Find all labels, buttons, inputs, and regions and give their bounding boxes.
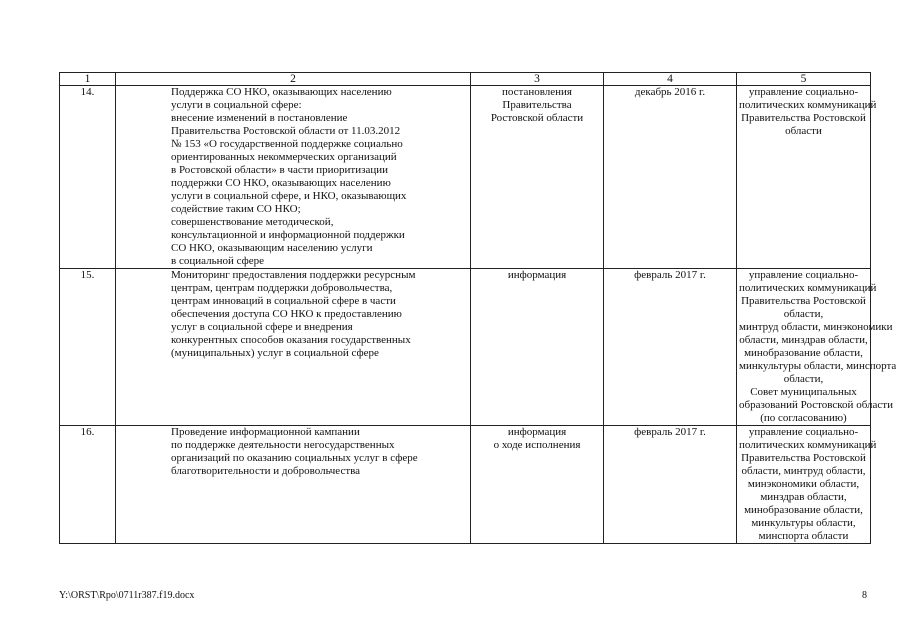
column-number-4: 4 [604,73,737,86]
document-type-line: информация [507,426,567,438]
responsible-executors-line: (по согласованию) [760,412,847,424]
responsible-executors-line: области, минздрав области, [739,334,868,346]
responsible-executors-line: образований Ростовской области [739,399,893,411]
responsible-executors-line: Правительства Ростовской [741,112,866,124]
document-type-line: Правительства [502,99,572,111]
activity-description-line: Поддержка СО НКО, оказывающих населению [171,86,392,98]
responsible-executors-cell [737,86,877,269]
document-type-line: о ходе исполнения [493,439,581,451]
column-number-3: 3 [471,73,604,86]
responsible-executors-cell [737,269,897,426]
activity-description-line: услуги в социальной сфере: [171,99,302,111]
activity-description-line: консультационной и информационной поддержки [171,229,405,241]
deadline-cell [604,86,737,269]
activity-description-line: поддержки СО НКО, оказывающих населению [171,177,391,189]
responsible-executors-line: минтруд области, минэкономики [739,321,893,333]
responsible-executors-line: политических коммуникаций [739,99,877,111]
responsible-executors-line: минкультуры области, [751,517,856,529]
deadline-line: февраль 2017 г. [634,269,706,281]
footer-page-number: 8 [862,590,867,601]
responsible-executors-line: минкультуры области, минспорта [739,360,897,372]
activity-description-line: по поддержке деятельности негосударственных [171,439,395,451]
responsible-executors-line: Правительства Ростовской [741,295,866,307]
column-number-5: 5 [737,73,871,86]
activity-description-line: благотворительности и добровольчества [171,465,361,477]
activity-description-line: Проведение информационной кампании [171,426,360,438]
responsible-executors-line: управление социально- [748,426,859,438]
activity-description-line: услуг в социальной сфере и внедрения [171,321,353,333]
activity-description-line: № 153 «О государственной поддержке социально [171,138,403,150]
activity-description-line: в социальной сфере [171,255,265,267]
activity-description-line: в Ростовской области» в части приоритизации [171,164,388,176]
row-number-cell: 16. [60,426,116,544]
activity-description-line: (муниципальных) услуг в социальной сфере [171,347,379,359]
activity-description-line: Правительства Ростовской области от 11.03.2012 [171,125,401,137]
responsible-executors-cell [737,426,877,544]
document-type-cell [471,269,604,426]
responsible-executors-line: минэкономики области, [747,478,860,490]
activity-description-cell [116,86,471,269]
plan-table [59,72,897,544]
activity-description-line: центрам инноваций в социальной сфере в части [171,295,396,307]
responsible-executors-line: области [785,125,822,137]
document-type-cell [471,86,604,269]
responsible-executors-line: политических коммуникаций [739,439,877,451]
activity-description-line: внесение изменений в постановление [171,112,348,124]
deadline-cell [604,269,737,426]
header-row [60,73,871,86]
activity-description-line: ориентированных некоммерческих организаций [171,151,397,163]
document-type-cell [471,426,604,544]
responsible-executors-line: управление социально- [748,86,859,98]
activity-description-line: совершенствование методической, [171,216,334,228]
activity-description-line: обеспечения доступа СО НКО к предоставлению [171,308,402,320]
activity-description-cell [116,269,471,426]
deadline-line: февраль 2017 г. [634,426,706,438]
responsible-executors-line: области, [783,308,824,320]
responsible-executors-line: управление социально- [748,269,859,281]
responsible-executors-line: минобразование области, [744,347,863,359]
activity-description-line: организаций по оказанию социальных услуг в сфере [171,452,418,464]
table-row [60,269,871,426]
document-type-line: Ростовской области [490,112,584,124]
table-row [60,86,871,269]
responsible-executors-line: минздрав области, [760,491,847,503]
activity-description-line: содействие таким СО НКО; [171,203,301,215]
table-row [60,426,871,544]
document-type-line: постановления [501,86,572,98]
responsible-executors-line: области, минтруд области, [741,465,866,477]
activity-description-cell [116,426,471,544]
responsible-executors-line: минспорта области [758,530,849,542]
responsible-executors-line: Правительства Ростовской [741,452,866,464]
activity-description-line: конкурентных способов оказания государственных [171,334,411,346]
responsible-executors-line: минобразование области, [744,504,863,516]
row-number-cell: 14. [60,86,116,269]
activity-description-line: СО НКО, оказывающим населению услуги [171,242,373,254]
footer-file-path: Y:\ORST\Rpo\0711r387.f19.docx [59,590,195,601]
deadline-cell [604,426,737,544]
column-number-2: 2 [116,73,471,86]
column-number-1: 1 [60,73,116,86]
activity-description-line: Мониторинг предоставления поддержки ресурсным [171,269,416,281]
responsible-executors-line: политических коммуникаций [739,282,877,294]
document-type-line: информация [507,269,567,281]
row-number-cell: 15. [60,269,116,426]
responsible-executors-line: области, [783,373,824,385]
responsible-executors-line: Совет муниципальных [750,386,857,398]
activity-description-line: услуги в социальной сфере, и НКО, оказывающих [171,190,407,202]
deadline-line: декабрь 2016 г. [634,86,706,98]
activity-description-line: центрам, центрам поддержки добровольчества, [171,282,393,294]
